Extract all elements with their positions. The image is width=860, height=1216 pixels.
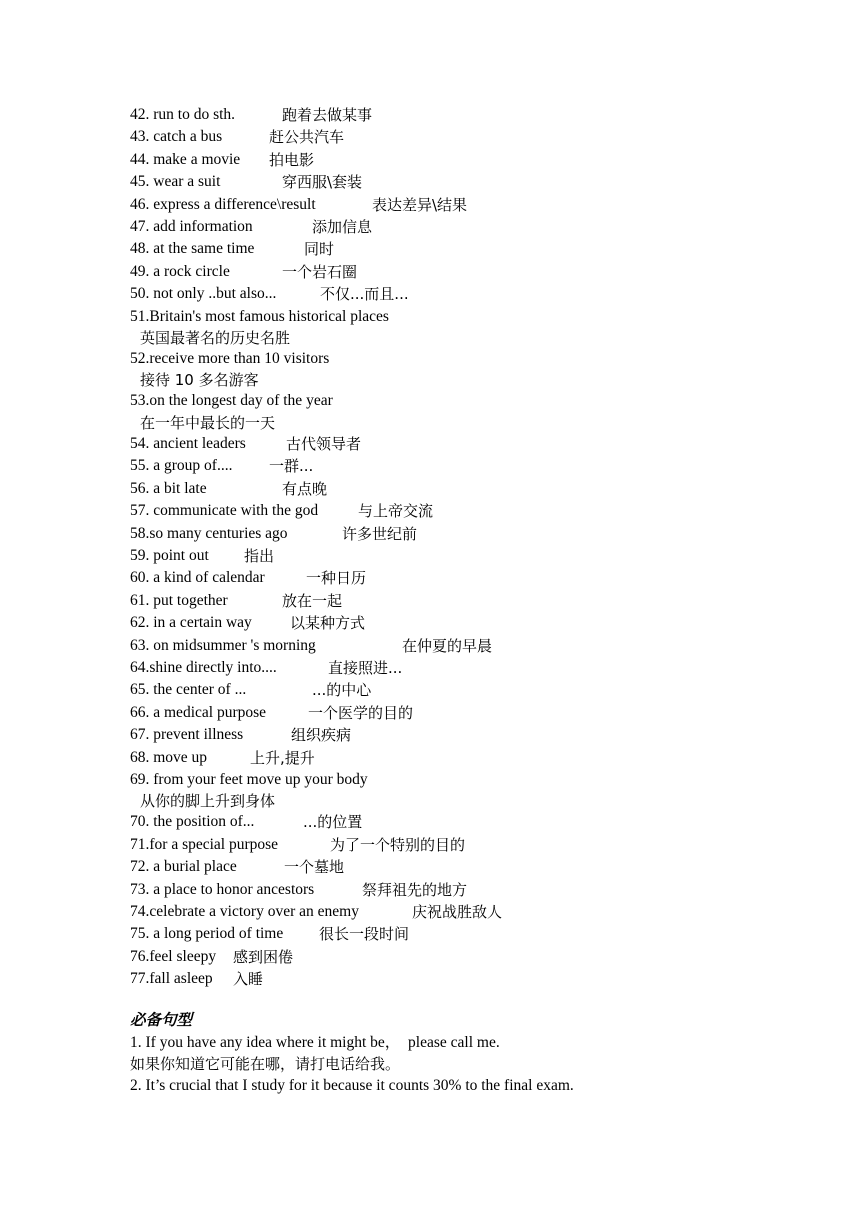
phrase-english: 52.receive more than 10 visitors [130, 350, 330, 368]
phrase-row [130, 523, 790, 545]
phrase-row [130, 968, 790, 990]
phrase-chinese: 入睡 [233, 970, 264, 989]
phrase-english: 57. communicate with the god [130, 502, 319, 520]
phrase-english: 71.for a special purpose [130, 835, 279, 853]
phrase-row [130, 104, 790, 126]
phrase-english: 59. point out [130, 546, 209, 564]
phrase-english: 62. in a certain way [130, 614, 252, 632]
phrase-row [130, 679, 790, 701]
phrase-row [130, 216, 790, 238]
sentence-english: 1. If you have any idea where it might be， please call me. [130, 1033, 500, 1051]
phrase-chinese: 组织疾病 [291, 726, 352, 745]
phrase-row [130, 545, 790, 567]
phrase-row [130, 923, 790, 945]
phrase-english: 61. put together [130, 591, 228, 609]
phrase-english: 43. catch a bus [130, 128, 223, 146]
phrase-row [130, 879, 790, 901]
document-content [130, 104, 790, 1097]
phrase-chinese: 有点晚 [282, 479, 328, 498]
phrase-chinese: ...的位置 [303, 813, 363, 832]
phrase-row [130, 194, 790, 216]
phrase-english: 77.fall asleep [130, 970, 213, 988]
phrase-chinese: 穿西服\套装 [282, 173, 363, 192]
phrase-chinese: 不仅...而且... [320, 285, 409, 304]
phrase-chinese: 许多世纪前 [342, 524, 418, 543]
phrase-chinese: 指出 [244, 546, 275, 565]
phrase-chinese: 英国最著名的历史名胜 [140, 329, 291, 348]
phrase-chinese: 放在一起 [282, 591, 343, 610]
phrase-chinese: 跑着去做某事 [282, 106, 373, 124]
phrase-english: 74.celebrate a victory over an enemy [130, 903, 359, 920]
phrase-row [130, 834, 790, 856]
phrase-row [130, 433, 790, 455]
phrase-chinese: 古代领导者 [286, 434, 362, 453]
phrase-row [130, 946, 790, 968]
phrase-row [130, 126, 790, 148]
phrase-row [130, 612, 790, 634]
phrase-english: 68. move up [130, 748, 208, 766]
phrase-row [130, 261, 790, 283]
phrase-row [130, 500, 790, 522]
phrase-english: 48. at the same time [130, 240, 255, 258]
phrase-english: 46. express a difference\result [130, 195, 316, 213]
phrase-english: 69. from your feet move up your body [130, 770, 368, 788]
phrase-row [130, 657, 790, 679]
phrase-chinese: 上升,提升 [250, 748, 315, 767]
phrase-english: 75. a long period of time [130, 925, 284, 943]
phrase-row [130, 455, 790, 477]
phrase-english: 51.Britain's most famous historical places [130, 307, 389, 325]
phrase-chinese: 一种日历 [306, 569, 367, 588]
phrase-english: 53.on the longest day of the year [130, 392, 333, 410]
phrase-chinese: 一群... [269, 457, 314, 476]
phrase-chinese: 感到困倦 [233, 947, 294, 966]
phrase-chinese: 祭拜祖先的地方 [362, 880, 468, 899]
phrase-english: 76.feel sleepy [130, 947, 217, 965]
phrase-chinese: 与上帝交流 [358, 502, 434, 521]
sentence-english: 2. It’s crucial that I study for it because it counts 30% to the final exam. [130, 1077, 574, 1095]
phrase-english: 44. make a movie [130, 150, 241, 168]
phrase-english: 72. a burial place [130, 858, 237, 876]
phrase-english: 58.so many centuries ago [130, 524, 288, 542]
phrase-chinese: 从你的脚上升到身体 [140, 792, 276, 811]
phrase-chinese: 一个医学的目的 [308, 703, 414, 722]
phrase-english: 65. the center of ... [130, 681, 247, 699]
phrase-chinese: 接待 10 多名游客 [140, 371, 259, 390]
phrase-chinese: 赶公共汽车 [269, 128, 345, 147]
phrase-english: 54. ancient leaders [130, 434, 246, 452]
phrase-english: 49. a rock circle [130, 262, 230, 280]
phrase-row [130, 567, 790, 589]
phrase-english: 42. run to do sth. [130, 106, 236, 123]
phrase-english: 56. a bit late [130, 479, 207, 497]
phrase-chinese: 拍电影 [269, 150, 315, 169]
phrase-english: 64.shine directly into.... [130, 658, 277, 676]
phrase-english: 63. on midsummer 's morning [130, 636, 316, 654]
phrase-row [130, 747, 790, 769]
phrase-english: 67. prevent illness [130, 726, 244, 744]
phrase-chinese: 庆祝战胜敌人 [412, 903, 503, 921]
phrase-row [130, 901, 790, 923]
section-heading: 必备句型 [130, 1010, 193, 1029]
phrase-english: 60. a kind of calendar [130, 569, 265, 587]
phrase-chinese: 同时 [304, 240, 335, 259]
phrase-row [130, 856, 790, 878]
phrase-english: 50. not only ..but also... [130, 285, 277, 303]
phrase-row [130, 238, 790, 260]
phrase-english: 45. wear a suit [130, 173, 221, 191]
phrase-english: 66. a medical purpose [130, 703, 267, 721]
phrase-chinese: 添加信息 [312, 218, 373, 237]
phrase-english: 73. a place to honor ancestors [130, 880, 315, 898]
phrase-row [130, 478, 790, 500]
phrase-chinese: ...的中心 [312, 681, 372, 700]
phrase-row [130, 283, 790, 305]
phrase-chinese: 一个岩石圈 [282, 262, 358, 281]
phrase-chinese: 一个墓地 [284, 858, 345, 877]
phrase-english: 47. add information [130, 218, 253, 236]
phrase-row [130, 811, 790, 833]
phrase-chinese: 在一年中最长的一天 [140, 413, 276, 432]
phrase-english: 55. a group of.... [130, 457, 233, 475]
phrase-row [130, 149, 790, 171]
phrase-chinese: 以某种方式 [290, 614, 366, 633]
phrase-chinese: 在仲夏的早晨 [402, 636, 493, 655]
phrase-english: 70. the position of... [130, 813, 255, 831]
phrase-chinese: 为了一个特别的目的 [330, 835, 466, 854]
phrase-row [130, 702, 790, 724]
phrase-row [130, 724, 790, 746]
phrase-chinese: 表达差异\结果 [372, 195, 468, 214]
section-spacer [130, 991, 790, 1002]
phrase-chinese: 直接照进... [328, 658, 403, 677]
phrase-row [130, 635, 790, 657]
phrase-row [130, 590, 790, 612]
phrase-chinese: 很长一段时间 [319, 925, 410, 944]
sentence-chinese: 如果你知道它可能在哪，请打电话给我。 [130, 1055, 401, 1074]
phrase-row [130, 171, 790, 193]
